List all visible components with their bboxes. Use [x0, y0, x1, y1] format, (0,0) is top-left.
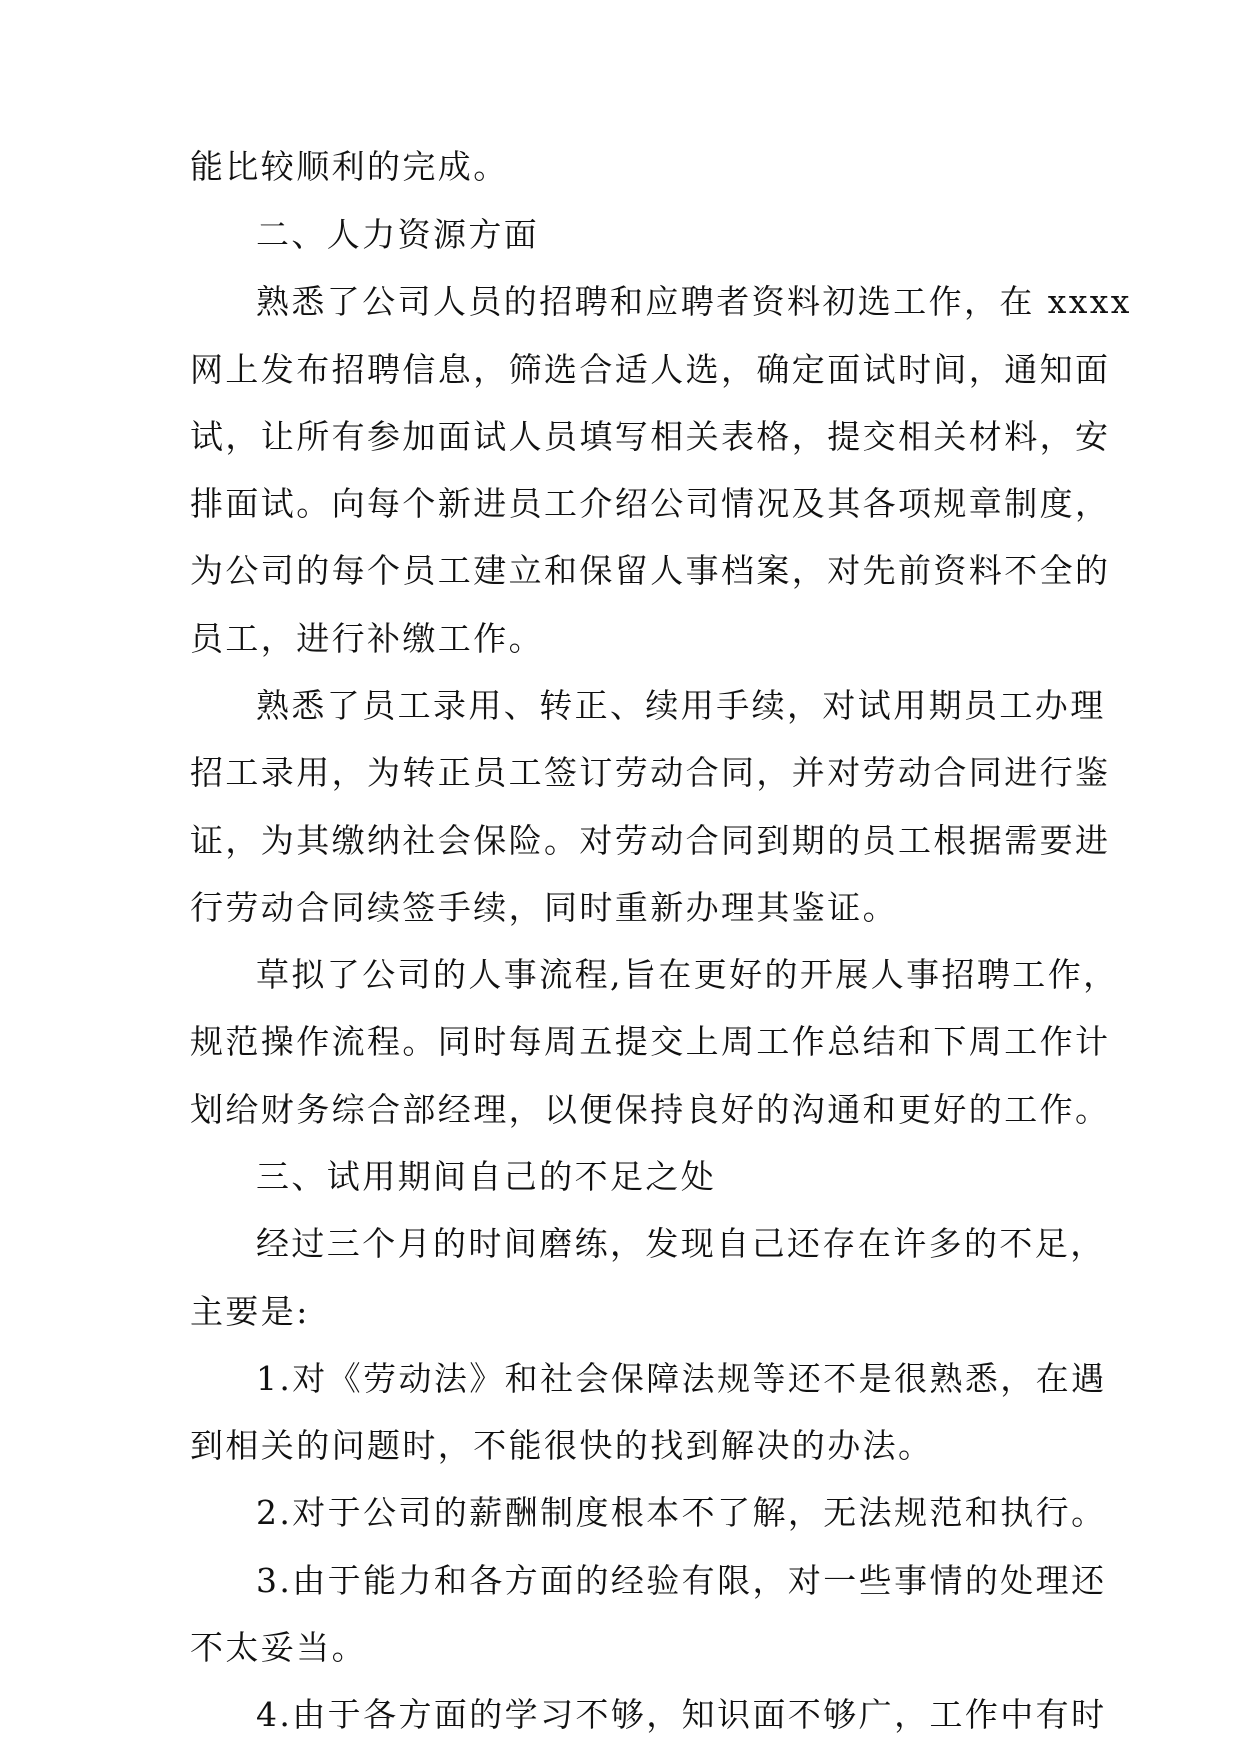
text-line: 不太妥当。 — [190, 1628, 367, 1667]
text-line: 行劳动合同续签手续，同时重新办理其鉴证。 — [190, 888, 898, 927]
list-item: 2.对于公司的薪酬制度根本不了解，无法规范和执行。 — [256, 1493, 1107, 1532]
list-item: 4.由于各方面的学习不够，知识面不够广，工作中有时 — [256, 1695, 1107, 1734]
text-line: 熟悉了员工录用、转正、续用手续，对试用期员工办理 — [256, 686, 1106, 725]
text-line: 规范操作流程。同时每周五提交上周工作总结和下周工作计 — [190, 1022, 1111, 1061]
list-item: 1.对《劳动法》和社会保障法规等还不是很熟悉，在遇 — [256, 1359, 1107, 1398]
text-line: 试，让所有参加面试人员填写相关表格，提交相关材料，安 — [190, 417, 1111, 456]
text-line: 排面试。向每个新进员工介绍公司情况及其各项规章制度， — [190, 484, 1111, 523]
text-line: 员工，进行补缴工作。 — [190, 619, 544, 658]
text-line: 熟悉了公司人员的招聘和应聘者资料初选工作，在 xxxx — [256, 282, 1132, 321]
section-heading: 三、试用期间自己的不足之处 — [256, 1157, 717, 1196]
section-heading: 二、人力资源方面 — [256, 215, 540, 254]
text-line: 草拟了公司的人事流程,旨在更好的开展人事招聘工作， — [256, 955, 1119, 994]
text-line: 划给财务综合部经理，以便保持良好的沟通和更好的工作。 — [190, 1090, 1111, 1129]
text-line: 为公司的每个员工建立和保留人事档案，对先前资料不全的 — [190, 551, 1111, 590]
text-line: 主要是: — [190, 1292, 310, 1331]
list-item: 3.由于能力和各方面的经验有限，对一些事情的处理还 — [256, 1561, 1107, 1600]
text-line: 到相关的问题时，不能很快的找到解决的办法。 — [190, 1426, 934, 1465]
text-line: 招工录用，为转正员工签订劳动合同，并对劳动合同进行鉴 — [190, 753, 1111, 792]
text-line: 能比较顺利的完成。 — [190, 147, 509, 186]
text-line: 证，为其缴纳社会保险。对劳动合同到期的员工根据需要进 — [190, 821, 1111, 860]
text-line: 网上发布招聘信息，筛选合适人选，确定面试时间，通知面 — [190, 350, 1111, 389]
text-line: 经过三个月的时间磨练，发现自己还存在许多的不足， — [256, 1224, 1106, 1263]
